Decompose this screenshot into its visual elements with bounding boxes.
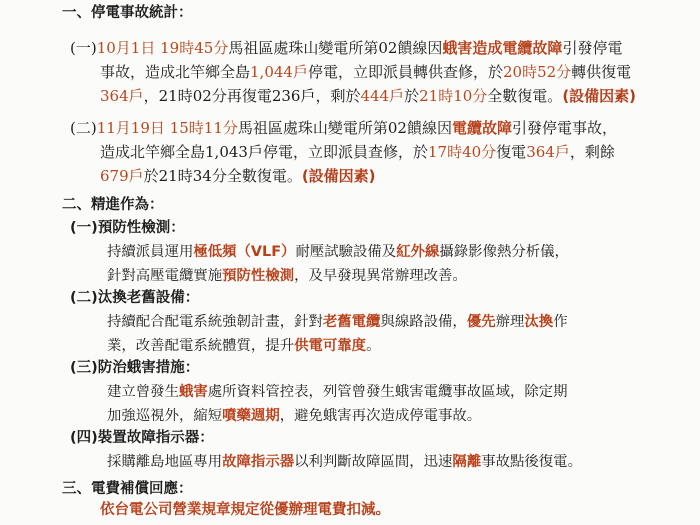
text: 以利判斷故障區間，迅速	[294, 454, 453, 470]
text: 建立曾發生	[107, 384, 179, 400]
item-3-line-1	[107, 382, 568, 402]
keyword: 隔離	[452, 454, 482, 470]
households: 364戶	[100, 87, 144, 105]
keyword: 噴藥週期	[222, 408, 280, 424]
time: 17時40分	[427, 143, 497, 161]
section-3-title: 三、電費補償回應：	[62, 481, 193, 497]
keyword: 極低頻（VLF）	[193, 244, 296, 260]
item-1-line-2	[107, 266, 467, 286]
date: 11月19日	[96, 119, 165, 137]
paragraph-2-line-1	[70, 118, 617, 138]
item-2-line-1	[107, 312, 568, 332]
text: 馬祖區處珠山變電所第02饋線因	[228, 39, 443, 57]
keyword: 優先	[466, 314, 496, 330]
item-3-title: (三)防治蛾害措施：	[70, 360, 200, 376]
text: 業，改善配電系統體質，提升	[107, 338, 295, 354]
text: 針對高壓電纜實施	[107, 268, 223, 284]
text: 攝錄影像熱分析儀，	[439, 244, 569, 260]
text: 持續派員運用	[107, 244, 194, 260]
text: 辦理	[495, 314, 525, 330]
paragraph-2-line-2	[100, 142, 615, 162]
item-1-title: (一)預防性檢測：	[70, 220, 185, 236]
text: 作	[553, 314, 568, 330]
text: 。	[366, 338, 381, 354]
para-label: (二)	[70, 119, 97, 137]
households: 679戶	[100, 167, 144, 185]
item-1-line-1	[107, 242, 569, 262]
text: ，及早發現異常辦理改善。	[294, 268, 467, 284]
section-3-line-1: 依台電公司營業規章規定從優辦理電費扣減。	[100, 502, 390, 518]
text: ，避免蛾害再次造成停電事故。	[279, 408, 482, 424]
date: 10月1日	[96, 39, 156, 57]
keyword: 老舊電纜	[322, 314, 381, 330]
keyword: 蛾害	[178, 384, 208, 400]
cause: 蛾害造成電纜故障	[442, 39, 563, 57]
text: 事故點後復電。	[481, 454, 582, 470]
text: 戶停電，立即派員查修，於	[247, 143, 428, 161]
text: 與線路設備，	[380, 314, 467, 330]
text: 全數復電。	[487, 87, 563, 105]
cause: 電纜故障	[451, 119, 512, 137]
para-label: (一)	[70, 39, 97, 57]
item-2-line-2	[107, 336, 380, 356]
time: 20時52分	[502, 63, 572, 81]
text: 復電	[496, 143, 527, 161]
time: 21時10分	[419, 87, 488, 105]
text: 採購離島地區專用	[107, 454, 223, 470]
cause-note: (設備因素)	[562, 87, 637, 105]
text: 耐壓試驗設備及	[295, 244, 397, 260]
text: 於21時34分全數復電。	[143, 167, 302, 185]
households: 444戶	[360, 87, 405, 105]
text: 加強巡視外，縮短	[107, 408, 223, 424]
text: 轉供復電	[571, 63, 632, 81]
paragraph-1-line-1	[70, 38, 622, 58]
households: 1,044戶	[250, 63, 308, 81]
text: 造成北竿鄉全島	[100, 143, 206, 161]
section-1-title: 一、停電事故統計：	[62, 5, 193, 21]
item-3-line-2	[107, 406, 481, 426]
keyword: 紅外線	[396, 244, 440, 260]
text: 事故，造成北竿鄉全島	[100, 63, 251, 81]
text: 停電，立即派員轉供查修，於	[307, 63, 503, 81]
keyword: 故障指示器	[222, 454, 295, 470]
cause-note: (設備因素)	[301, 167, 376, 185]
text: 引發停電事故，	[511, 119, 617, 137]
text: 引發停電	[562, 39, 623, 57]
text: ，剩餘	[569, 143, 615, 161]
households: 364戶	[526, 143, 570, 161]
paragraph-1-line-3	[100, 86, 636, 106]
text: 馬祖區處珠山變電所第02饋線因	[237, 119, 452, 137]
text: ，21時02分再復電236戶，剩於	[143, 87, 361, 105]
keyword: 汰換	[524, 314, 554, 330]
text: 於	[404, 87, 420, 105]
text: 持續配合配電系統強韌計畫，針對	[107, 314, 323, 330]
paragraph-1-line-2	[100, 62, 631, 82]
item-4-title: (四)裝置故障指示器：	[70, 430, 214, 446]
item-4-line-1	[107, 452, 582, 472]
time: 15時11分	[169, 119, 238, 137]
section-2-title: 二、精進作為：	[62, 197, 164, 213]
text: 處所資料管控表，列管曾發生蛾害電纜事故區域，除定期	[207, 384, 568, 400]
keyword: 供電可靠度	[294, 338, 367, 354]
households: 1,043	[205, 143, 248, 161]
paragraph-2-line-3	[100, 166, 376, 186]
item-2-title: (二)汰換老舊設備：	[70, 290, 200, 306]
time: 19時45分	[160, 39, 229, 57]
keyword: 預防性檢測	[222, 268, 295, 284]
